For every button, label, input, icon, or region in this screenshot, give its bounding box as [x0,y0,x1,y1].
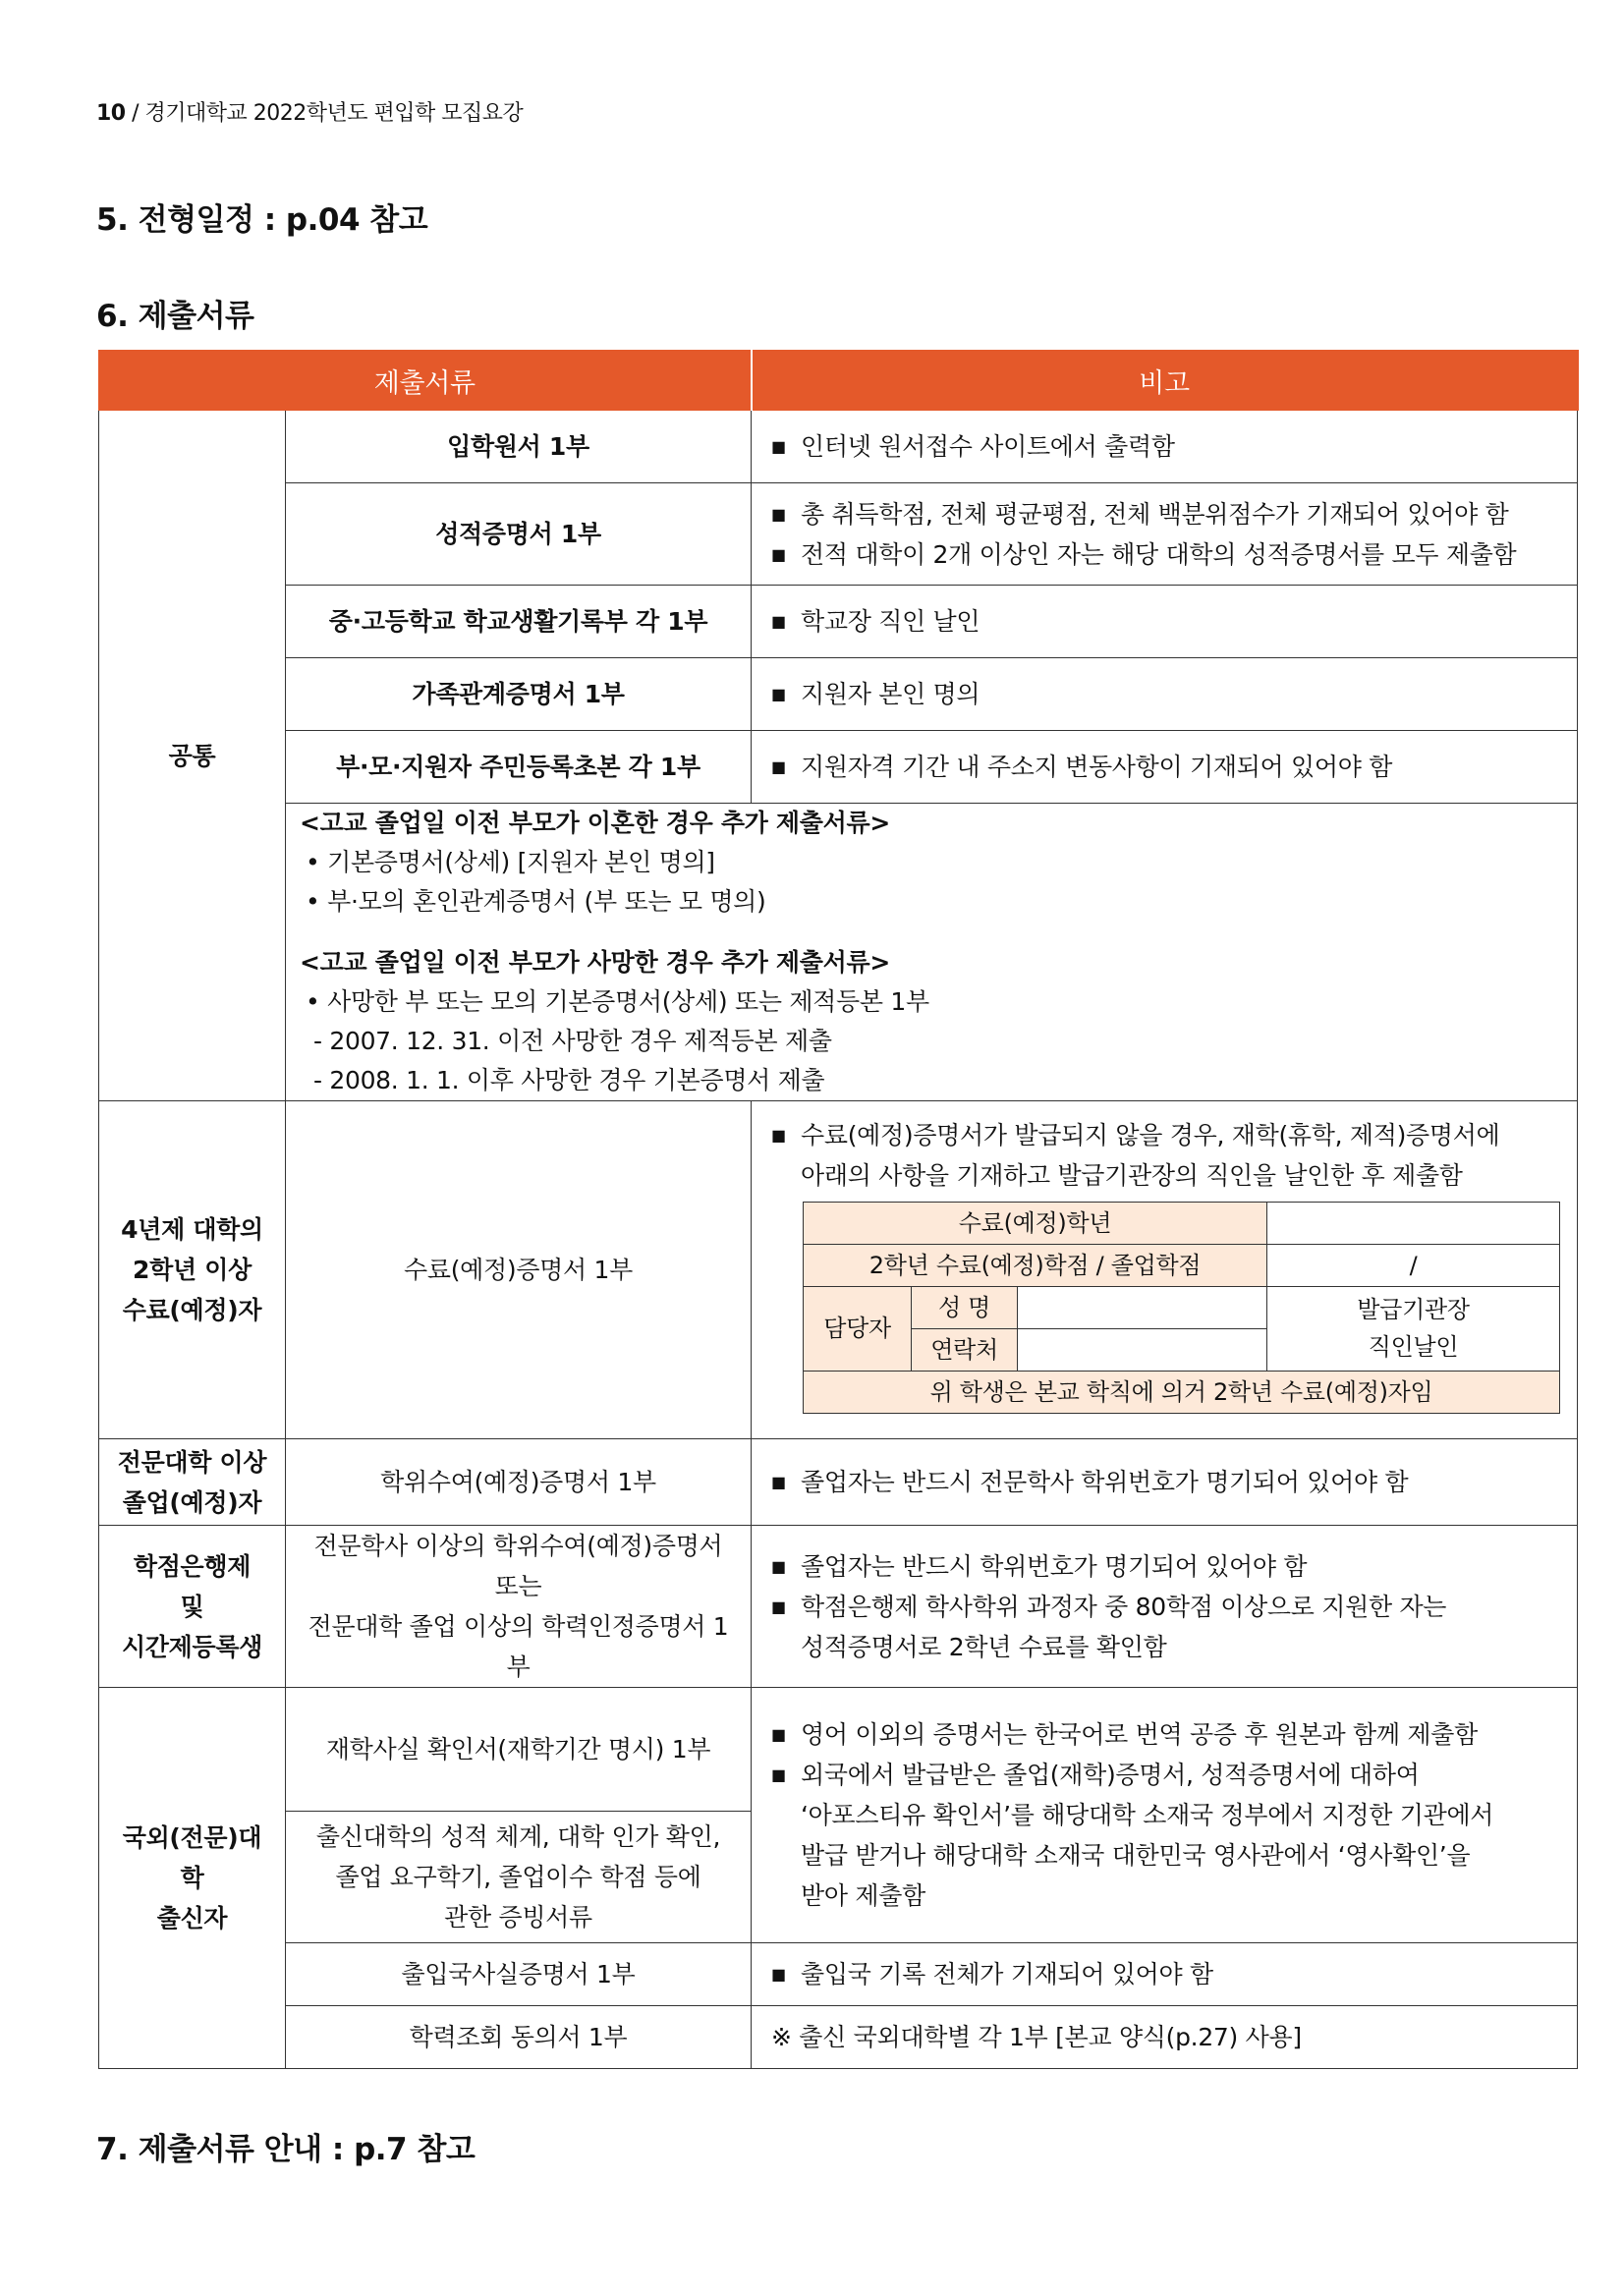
table-row [99,1943,1578,2006]
category-common: 공통 [99,411,286,1101]
form-grade-label: 수료(예정)학년 [804,1202,1267,1244]
doc-completion-certificate: 수료(예정)증명서 1부 [286,1101,752,1439]
form-phone-value [1018,1328,1267,1371]
doc-credit-bank: 전문학사 이상의 학위수여(예정)증명서 또는 전문대학 졸업 이상의 학력인정증명서 1부 [286,1526,752,1688]
table-row [99,411,1578,483]
section-6-title: 6. 제출서류 [96,299,254,334]
category-overseas: 국외(전문)대학 출신자 [99,1688,286,2069]
form-seal: 발급기관장 직인날인 [1267,1286,1560,1371]
note-item: ■ 졸업자는 반드시 전문학사 학위번호가 명기되어 있어야 함 [765,1462,1563,1502]
note-item: ■ 수료(예정)증명서가 발급되지 않을 경우, 재학(휴학, 제적)증명서에 아래의 사항을 기재하고 발급기관장의 직인을 날인한 후 제출함 [765,1115,1563,1196]
death-item: • 사망한 부 또는 모의 기본증명서(상세) 또는 제적등본 1부 [306,987,929,1016]
form-credits-label: 2학년 수료(예정)학점 / 졸업학점 [804,1244,1267,1286]
doc-school-record: 중·고등학교 학교생활기록부 각 1부 [286,586,752,658]
form-name-value [1018,1286,1267,1328]
header-separator: / [132,101,140,126]
note-item: ■ 학점은행제 학사학위 과정자 중 80학점 이상으로 지원한 자는 성적증명서로 2학년 수료를 확인함 [765,1587,1563,1667]
death-sub-item: - 2008. 1. 1. 이후 사망한 경우 기본증명서 제출 [313,1066,825,1094]
note-item: ■ 학교장 직인 날인 [765,601,1563,642]
doc-resident-abstract: 부·모·지원자 주민등록초본 각 1부 [286,731,752,804]
note-item: ■ 인터넷 원서접수 사이트에서 출력함 [765,426,1563,467]
death-sub-item: - 2007. 12. 31. 이전 사망한 경우 제적등본 제출 [313,1027,832,1055]
header-title: 경기대학교 2022학년도 편입학 모집요강 [144,101,524,126]
form-credits-value: / [1267,1244,1560,1286]
documents-table [98,350,1579,2069]
divorce-item: • 기본증명서(상세) [지원자 본인 명의] [306,848,715,876]
note-item: ■ 지원자격 기간 내 주소지 변동사항이 기재되어 있어야 함 [765,747,1563,787]
table-row [99,1439,1578,1526]
category-credit-bank: 학점은행제 및 시간제등록생 [99,1526,286,1688]
doc-enrollment-confirmation: 재학사실 확인서(재학기간 명시) 1부 [286,1688,752,1812]
doc-application: 입학원서 1부 [286,411,752,483]
doc-verification-consent: 학력조회 동의서 1부 [286,2006,752,2069]
note-item: ■ 전적 대학이 2개 이상인 자는 해당 대학의 성적증명서를 모두 제출함 [765,534,1563,575]
doc-accreditation-proof: 출신대학의 성적 체계, 대학 인가 확인, 졸업 요구학기, 졸업이수 학점 등에 관한 증빙서류 [286,1812,752,1943]
doc-family-relation: 가족관계증명서 1부 [286,658,752,731]
header-remarks: 비고 [752,351,1578,411]
note-item: ■ 영어 이외의 증명서는 한국어로 번역 공증 후 원본과 함께 제출함 [765,1714,1563,1755]
form-contact-label: 담당자 [804,1286,912,1371]
note-item: ■ 출입국 기록 전체가 기재되어 있어야 함 [765,1954,1563,1994]
form-grade-value [1267,1202,1560,1244]
category-four-year: 4년제 대학의 2학년 이상 수료(예정)자 [99,1101,286,1439]
header-documents: 제출서류 [99,351,752,411]
completion-form [803,1202,1560,1414]
note-item: ■ 총 취득학점, 전체 평균평점, 전체 백분위점수가 기재되어 있어야 함 [765,494,1563,534]
doc-transcript: 성적증명서 1부 [286,483,752,586]
form-phone-label: 연락처 [912,1328,1018,1371]
page-header [96,96,523,127]
table-row [99,1688,1578,1812]
table-row [99,658,1578,731]
additional-documents [286,804,1578,1101]
doc-degree-certificate: 학위수여(예정)증명서 1부 [286,1439,752,1526]
doc-immigration-record: 출입국사실증명서 1부 [286,1943,752,2006]
form-footer: 위 학생은 본교 학칙에 의거 2학년 수료(예정)자임 [804,1371,1560,1413]
category-junior-college: 전문대학 이상 졸업(예정)자 [99,1439,286,1526]
section-5-title: 5. 전형일정 : p.04 참고 [96,202,428,238]
table-row [99,483,1578,586]
note-item: ■ 지원자 본인 명의 [765,674,1563,714]
table-row [99,1526,1578,1688]
table-row [99,804,1578,1101]
death-title: <고교 졸업일 이전 부모가 사망한 경우 추가 제출서류> [300,948,890,977]
divorce-title: <고교 졸업일 이전 부모가 이혼한 경우 추가 제출서류> [300,809,890,837]
form-name-label: 성 명 [912,1286,1018,1328]
table-row [99,731,1578,804]
note-item: ■ 외국에서 발급받은 졸업(재학)증명서, 성적증명서에 대하여 ‘아포스티유 확인서’를 해당대학 소재국 정부에서 지정한 기관에서 발급 받거나 해당대학 소재국 대한민국 영사관에서 ‘영사확인’을 받아 제출함 [765,1755,1563,1916]
note-item: ■ 졸업자는 반드시 학위번호가 명기되어 있어야 함 [765,1546,1563,1587]
table-row [99,2006,1578,2069]
divorce-item: • 부·모의 혼인관계증명서 (부 또는 모 명의) [306,887,766,916]
section-7-title: 7. 제출서류 안내 : p.7 참고 [96,2132,476,2167]
table-header-row [99,351,1578,411]
table-row [99,1101,1578,1439]
note-reference: ※ 출신 국외대학별 각 1부 [본교 양식(p.27) 사용] [771,2023,1302,2051]
table-row [99,586,1578,658]
page-number: 10 [96,101,126,126]
